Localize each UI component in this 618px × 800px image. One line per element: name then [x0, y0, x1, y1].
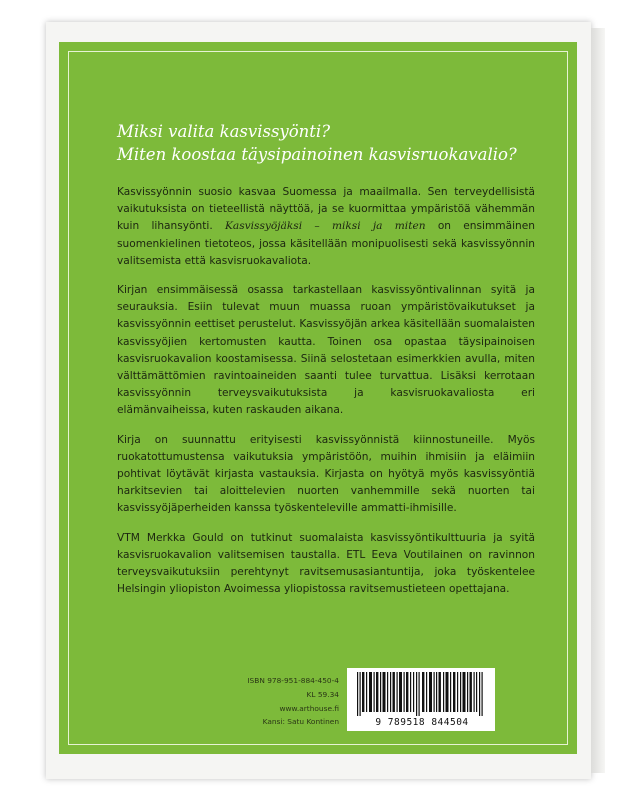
publisher-website: www.arthouse.fi [279, 703, 339, 713]
barcode-number: 9 789518 844504 [375, 717, 469, 728]
blurb-text [117, 120, 535, 610]
book-back-cover [46, 22, 591, 779]
green-panel [59, 42, 577, 754]
paragraph-intro-before: Kasvissyönnin suosio kasvaa Suomessa ja maailmalla. Sen terveydellisistä vaikutuksista on tieteellistä näyttöä, ja se kuormittaa ympäristöä vähemmän kuin lihansyönti. [117, 186, 535, 233]
isbn-text: ISBN 978-951-884-450-4 [247, 676, 339, 685]
paragraph-contents: Kirjan ensimmäisessä osassa tarkastellaan kasvissyöntivalinnan syitä ja seurauksia. Esiin tulevat muun muassa ruoan ympäristövaikutukset ja kasvissyönnin eettiset perustelut. Kasvissyöjän arkea käsitellään suomalaisten kasvissyöjien kertomusten kautta. Toinen osa opastaa täysipainoisen kasvisruokavalion koostamisessa. Siinä selostetaan esimerkkien avulla, miten välttämättömien ravintoaineiden saanti tulee turvattua. Lisäksi kerrotaan kasvissyönnin terveysvaikutuksista ja kasvisruokavaliosta eri elämänvaiheissa, kuten raskauden aikana. [117, 284, 535, 417]
barcode-bars [355, 672, 487, 716]
blurb-heading [117, 120, 535, 166]
book-page-edge [591, 28, 605, 773]
paragraph-authors: VTM Merkka Gould on tutkinut suomalaista kasvissyöntikulttuuria ja syitä kasvisruokavalion valitsemisen taustalla. ETL Eeva Voutilainen on ravinnon terveysvaikutuksiin perehtynyt ravitsemusasiantuntija, joka työskentelee Helsingin yliopiston Avoimessa yliopistossa ravitsemustieteen opettajana. [117, 531, 535, 596]
heading-line-2: Miten koostaa täysipainoinen kasvisruokavalio? [117, 145, 517, 164]
classification-text: KL 59.34 [306, 689, 339, 699]
heading-line-1: Miksi valita kasvissyönti? [117, 122, 331, 141]
cover-credit: Kansi: Satu Kontinen [262, 717, 339, 727]
cover-surface [46, 22, 591, 779]
paragraph-audience: Kirja on suunnattu erityisesti kasvissyönnistä kiinnostuneille. Myös ruokatottumustensa vaikutuksia ympäristöön, muihin ihmisiin ja eläimiin pohtivat löytävät kirjasta vastauksia. Kirjasta on hyötyä myös kasvissyöntiä harkitsevien tai aloittelevien nuorten vanhemmille sekä nuorten tai kasvissyöjäperheiden kanssa työskenteleville ammatti-ihmisille. [117, 433, 535, 515]
book-title-italic: Kasvissyöjäksi – miksi ja miten [224, 220, 426, 233]
paragraph-intro-after: on ensimmäinen suomenkielinen tietoteos, jossa käsitellään monipuolisesti sekä kasvissyönnin valitsemista että kasvisruokavaliota. [117, 220, 535, 267]
publication-info [224, 674, 339, 729]
paragraph-intro [117, 184, 535, 270]
barcode [347, 668, 495, 731]
